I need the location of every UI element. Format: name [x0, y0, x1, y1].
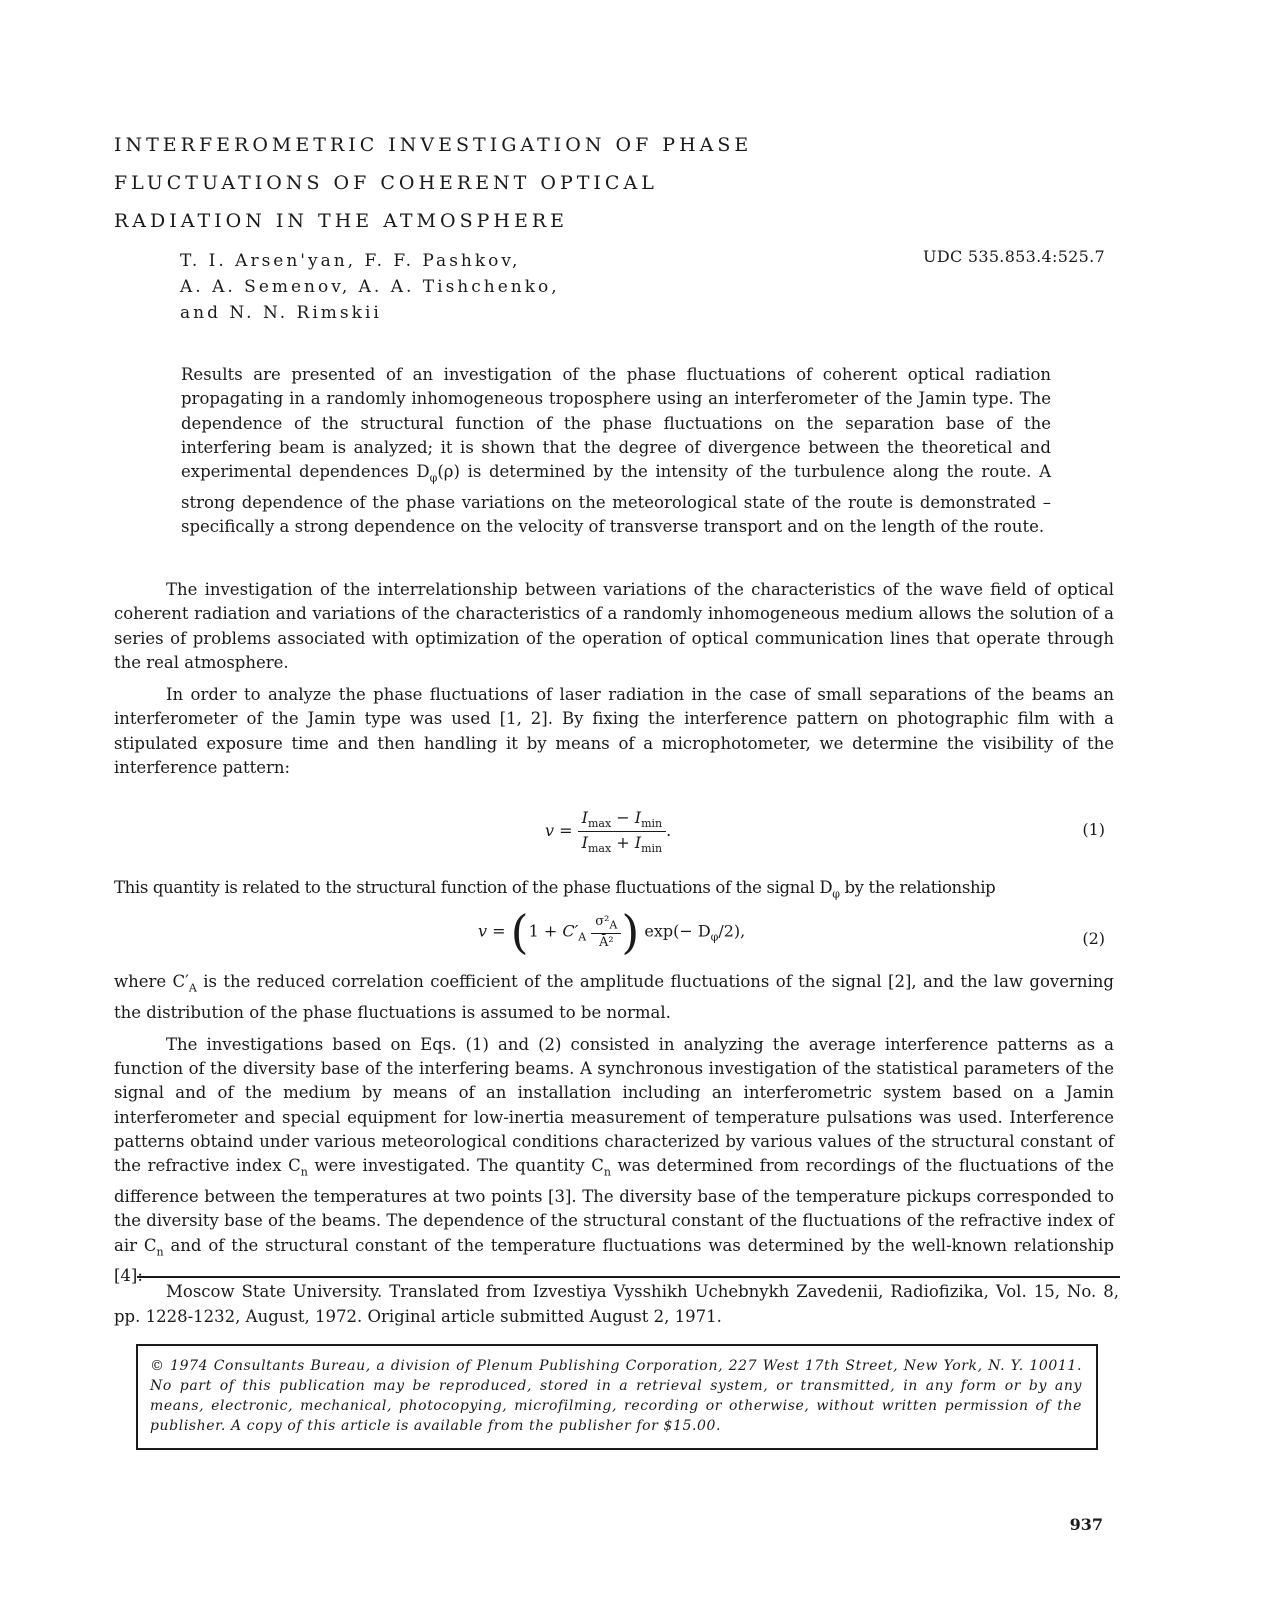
eq2-exp-tail: /2),	[718, 921, 746, 941]
paragraph-4-lead: where C′	[114, 972, 189, 991]
page-number: 937	[1069, 1515, 1103, 1534]
eq2-close-paren: )	[621, 905, 640, 959]
eq2-denominator: Ā²	[598, 934, 614, 950]
eq1-den-a-sub: max	[587, 842, 612, 856]
title-line-1: INTERFEROMETRIC INVESTIGATION OF PHASE	[114, 134, 753, 156]
paragraph-3-sub: φ	[832, 887, 840, 901]
eq1-num-a-sub: max	[587, 817, 612, 831]
paragraph-5-d: and of the structural constant of the temperature fluctuations was determined by the well-known relationship [4]:	[114, 1235, 1115, 1286]
author-line-1: T. I. Arsen'yan, F. F. Pashkov,	[180, 251, 521, 271]
copyright-box	[136, 1344, 1098, 1450]
eq2-c: C′	[562, 921, 579, 941]
author-line-3: and N. N. Rimskii	[180, 303, 382, 323]
abstract-d-argument: (ρ)	[437, 462, 460, 482]
udc-code: UDC 535.853.4:525.7	[923, 247, 1105, 266]
article-title	[114, 126, 752, 240]
paragraph-5-sub3: n	[156, 1244, 164, 1258]
eq2-fraction	[591, 914, 621, 950]
eq1-den-op: +	[611, 833, 635, 853]
eq1-denominator	[578, 832, 666, 855]
eq2-numerator	[591, 914, 621, 934]
footnote-divider	[137, 1276, 1120, 1278]
author-list	[180, 248, 560, 326]
eq1-den-b-sub: min	[641, 842, 663, 856]
abstract-d-subscript: φ	[429, 471, 438, 485]
eq2-num: σ²	[595, 914, 610, 930]
paragraph-5-c: was determined from recordings of the fluctuations of the difference between the temperatures at two points [3]. The diversity base of the temperature pickups corresponded to the diversity base of the beams. The dependence of the structural constant of the fluctuations of the refractive index of air C	[114, 1156, 1115, 1255]
equation-2	[478, 905, 745, 959]
eq2-exp-sub: φ	[710, 930, 719, 944]
body-section-main	[114, 970, 1114, 1288]
eq2-num-sub: A	[609, 918, 618, 932]
copyright-text: © 1974 Consultants Bureau, a division of Plenum Publishing Corporation, 227 West 17th Street, New York, N. Y. 10011. No part of this publication may be reproduced, stored in a retrieval system, or transmitted, in any form or by any means, electronic, mechanical, photocopying, microfilming, recording or otherwise, without written permission of the publisher. A copy of this article is available from the publisher for $15.00.	[150, 1358, 1082, 1434]
paragraph-4	[114, 970, 1114, 1025]
paragraph-5-sub2: n	[603, 1165, 611, 1179]
paragraph-3	[114, 876, 1114, 907]
paragraph-1: The investigation of the interrelationship between variations of the characteristics of the wave field of optical coherent radiation and variations of the characteristics of a randomly inhomogeneous medium allows the solution of a series of problems associated with optimization of the operation of optical communication lines that operate through the real atmosphere.	[114, 580, 1114, 672]
abstract	[181, 363, 1051, 539]
eq2-open-paren: (	[510, 905, 529, 959]
paragraph-5-a: The investigations based on Eqs. (1) and (2) consisted in analyzing the average interference patterns as a function of the diversity base of the interfering beams. A synchronous investigation of the statistical parameters of the signal and of the medium by means of an installation including an interferometric system based on a Jamin interferometer and special equipment for low-inertia measurement of temperature pulsations was used. Interference patterns obtaind under various meteorological conditions characterized by various values of the structural constant of the refractive index C	[114, 1034, 1114, 1176]
body-section-intro	[114, 578, 1114, 780]
equation-2-number: (2)	[1082, 929, 1105, 948]
eq2-lhs: v =	[478, 921, 506, 941]
paragraph-3-tail: by the relationship	[839, 878, 996, 897]
paragraph-5-sub1: n	[300, 1165, 308, 1179]
footnote: Moscow State University. Translated from Izvestiya Vysshikh Uchebnykh Zavedenii, Radiofizika, Vol. 15, No. 8, pp. 1228-1232, August, 1972. Original article submitted August 2, 1971.	[114, 1282, 1119, 1326]
equation-1-number: (1)	[1082, 820, 1105, 839]
abstract-text-2: is determined by the intensity of the turbulence along the route. A strong dependence of the phase variations on the meteorological state of the route is demonstrated – specifically a strong dependence on the velocity of transverse transport and on the length of the route.	[181, 462, 1051, 537]
eq1-num-op: −	[611, 808, 635, 827]
eq1-num-b-sub: min	[641, 817, 663, 831]
title-line-3: RADIATION IN THE ATMOSPHERE	[114, 210, 568, 232]
paragraph-5	[114, 1033, 1114, 1289]
eq1-numerator	[578, 808, 666, 832]
title-line-2: FLUCTUATIONS OF COHERENT OPTICAL	[114, 172, 658, 194]
eq1-num-b: I	[634, 808, 642, 827]
paragraph-3-text: This quantity is related to the structural function of the phase fluctuations of the signal D	[114, 878, 833, 897]
eq1-den-a: I	[581, 833, 588, 853]
eq1-tail: .	[666, 821, 672, 841]
eq1-fraction	[578, 808, 666, 855]
eq1-num-a: I	[581, 808, 588, 827]
paragraph-4-sub: A	[188, 981, 197, 995]
eq2-one-plus: 1 +	[528, 921, 563, 941]
paragraph-2: In order to analyze the phase fluctuations of laser radiation in the case of small separations of the beams an interferometer of the Jamin type was used [1, 2]. By fixing the interference pattern on photographic film with a stipulated exposure time and then handling it by means of a microphotometer, we determine the visibility of the interference pattern:	[114, 685, 1114, 778]
eq2-c-sub: A	[578, 930, 587, 944]
paragraph-4-text: is the reduced correlation coefficient of the amplitude fluctuations of the signal [2], and the law governing the distribution of the phase fluctuations is assumed to be normal.	[114, 972, 1114, 1022]
author-line-2: A. A. Semenov, A. A. Tishchenko,	[180, 277, 560, 297]
abstract-text-1: Results are presented of an investigation of the phase fluctuations of coherent optical radiation propagating in a randomly inhomogeneous troposphere using an interferometer of the Jamin type. The dependence of the structural function of the phase fluctuations on the separation base of the interfering beam is analyzed; it is shown that the degree of divergence between the theoretical and experimental dependences D	[181, 365, 1051, 482]
eq1-den-b: I	[634, 833, 642, 853]
eq2-exp: exp(− D	[639, 921, 711, 941]
paragraph-5-b: were investigated. The quantity C	[307, 1156, 604, 1176]
eq1-lhs: v =	[545, 821, 573, 841]
equation-1	[545, 808, 671, 855]
